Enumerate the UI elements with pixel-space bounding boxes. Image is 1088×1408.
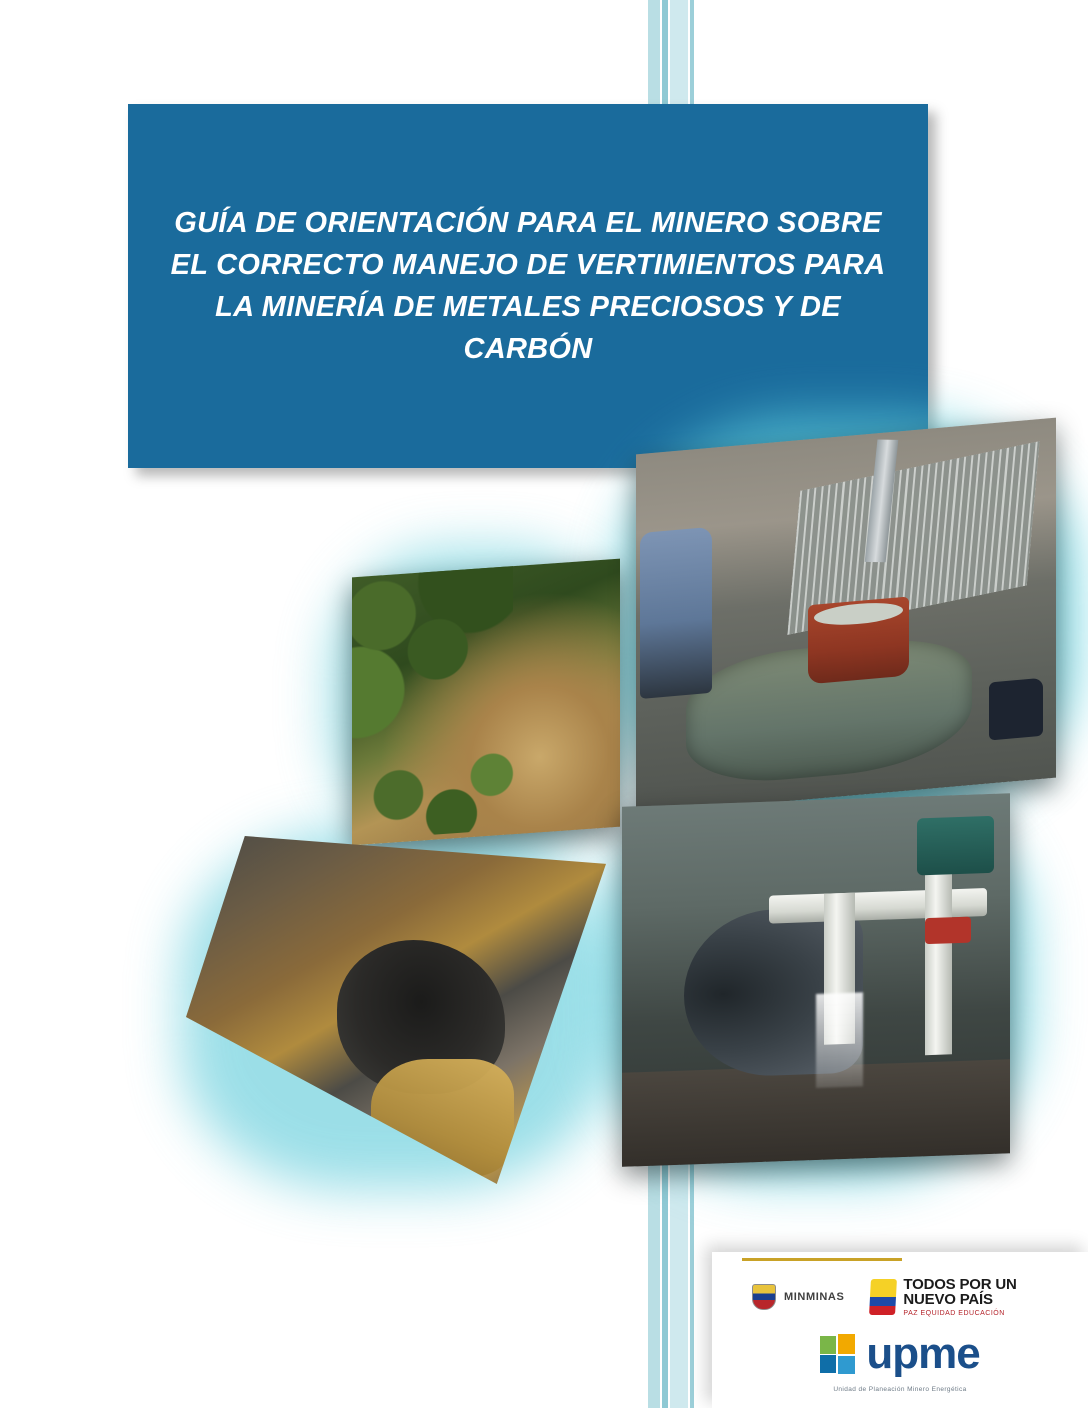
photo-sluice-gold-processing xyxy=(636,418,1056,815)
upme-square-green xyxy=(820,1336,836,1354)
todos-line-1: TODOS POR UN xyxy=(903,1275,1017,1293)
upme-square-orange xyxy=(838,1334,855,1354)
minminas-rule xyxy=(742,1258,902,1261)
water-discharge xyxy=(816,993,863,1088)
title-box xyxy=(128,104,928,468)
colombia-coat-of-arms-icon xyxy=(752,1284,776,1310)
photo-muddy-stream xyxy=(352,559,620,846)
photo-acid-mine-drainage-rock xyxy=(186,836,606,1184)
rubber-boot xyxy=(989,678,1044,740)
upme-mark-icon xyxy=(820,1334,858,1374)
colombia-flag-icon xyxy=(869,1279,897,1315)
page-title: GUÍA DE ORIENTACIÓN PARA EL MINERO SOBRE EL CORRECTO MANEJO DE VERTIMIENTOS PARA LA MINERÍA DE METALES PRECIOSOS Y DE CARBÓN xyxy=(170,206,886,366)
minminas-logo xyxy=(752,1284,844,1310)
secondary-vertical-pipe xyxy=(925,867,952,1055)
bucket xyxy=(808,596,909,684)
acid-flow xyxy=(371,1059,514,1177)
upme-square-cyan xyxy=(838,1356,855,1374)
red-valve xyxy=(925,917,972,944)
upme-square-blue xyxy=(820,1355,836,1373)
photo-pump-and-pipes xyxy=(622,793,1010,1167)
electric-motor xyxy=(917,815,995,875)
todos-line-2: NUEVO PAÍS xyxy=(903,1291,993,1309)
upme-logo xyxy=(712,1329,1088,1379)
minminas-label: MINMINAS xyxy=(784,1291,845,1303)
footer-logo-panel xyxy=(712,1252,1088,1408)
footer-logo-row xyxy=(712,1266,1088,1328)
todos-text-stack xyxy=(903,1277,1016,1318)
upme-tagline: Unidad de Planeación Minero Energética xyxy=(833,1386,967,1393)
upme-wordmark: upme xyxy=(866,1329,980,1379)
todos-line-3: PAZ EQUIDAD EDUCACIÓN xyxy=(903,1310,1005,1318)
worker-figure xyxy=(640,527,711,699)
todos-por-un-nuevo-pais-logo xyxy=(870,1277,1016,1318)
